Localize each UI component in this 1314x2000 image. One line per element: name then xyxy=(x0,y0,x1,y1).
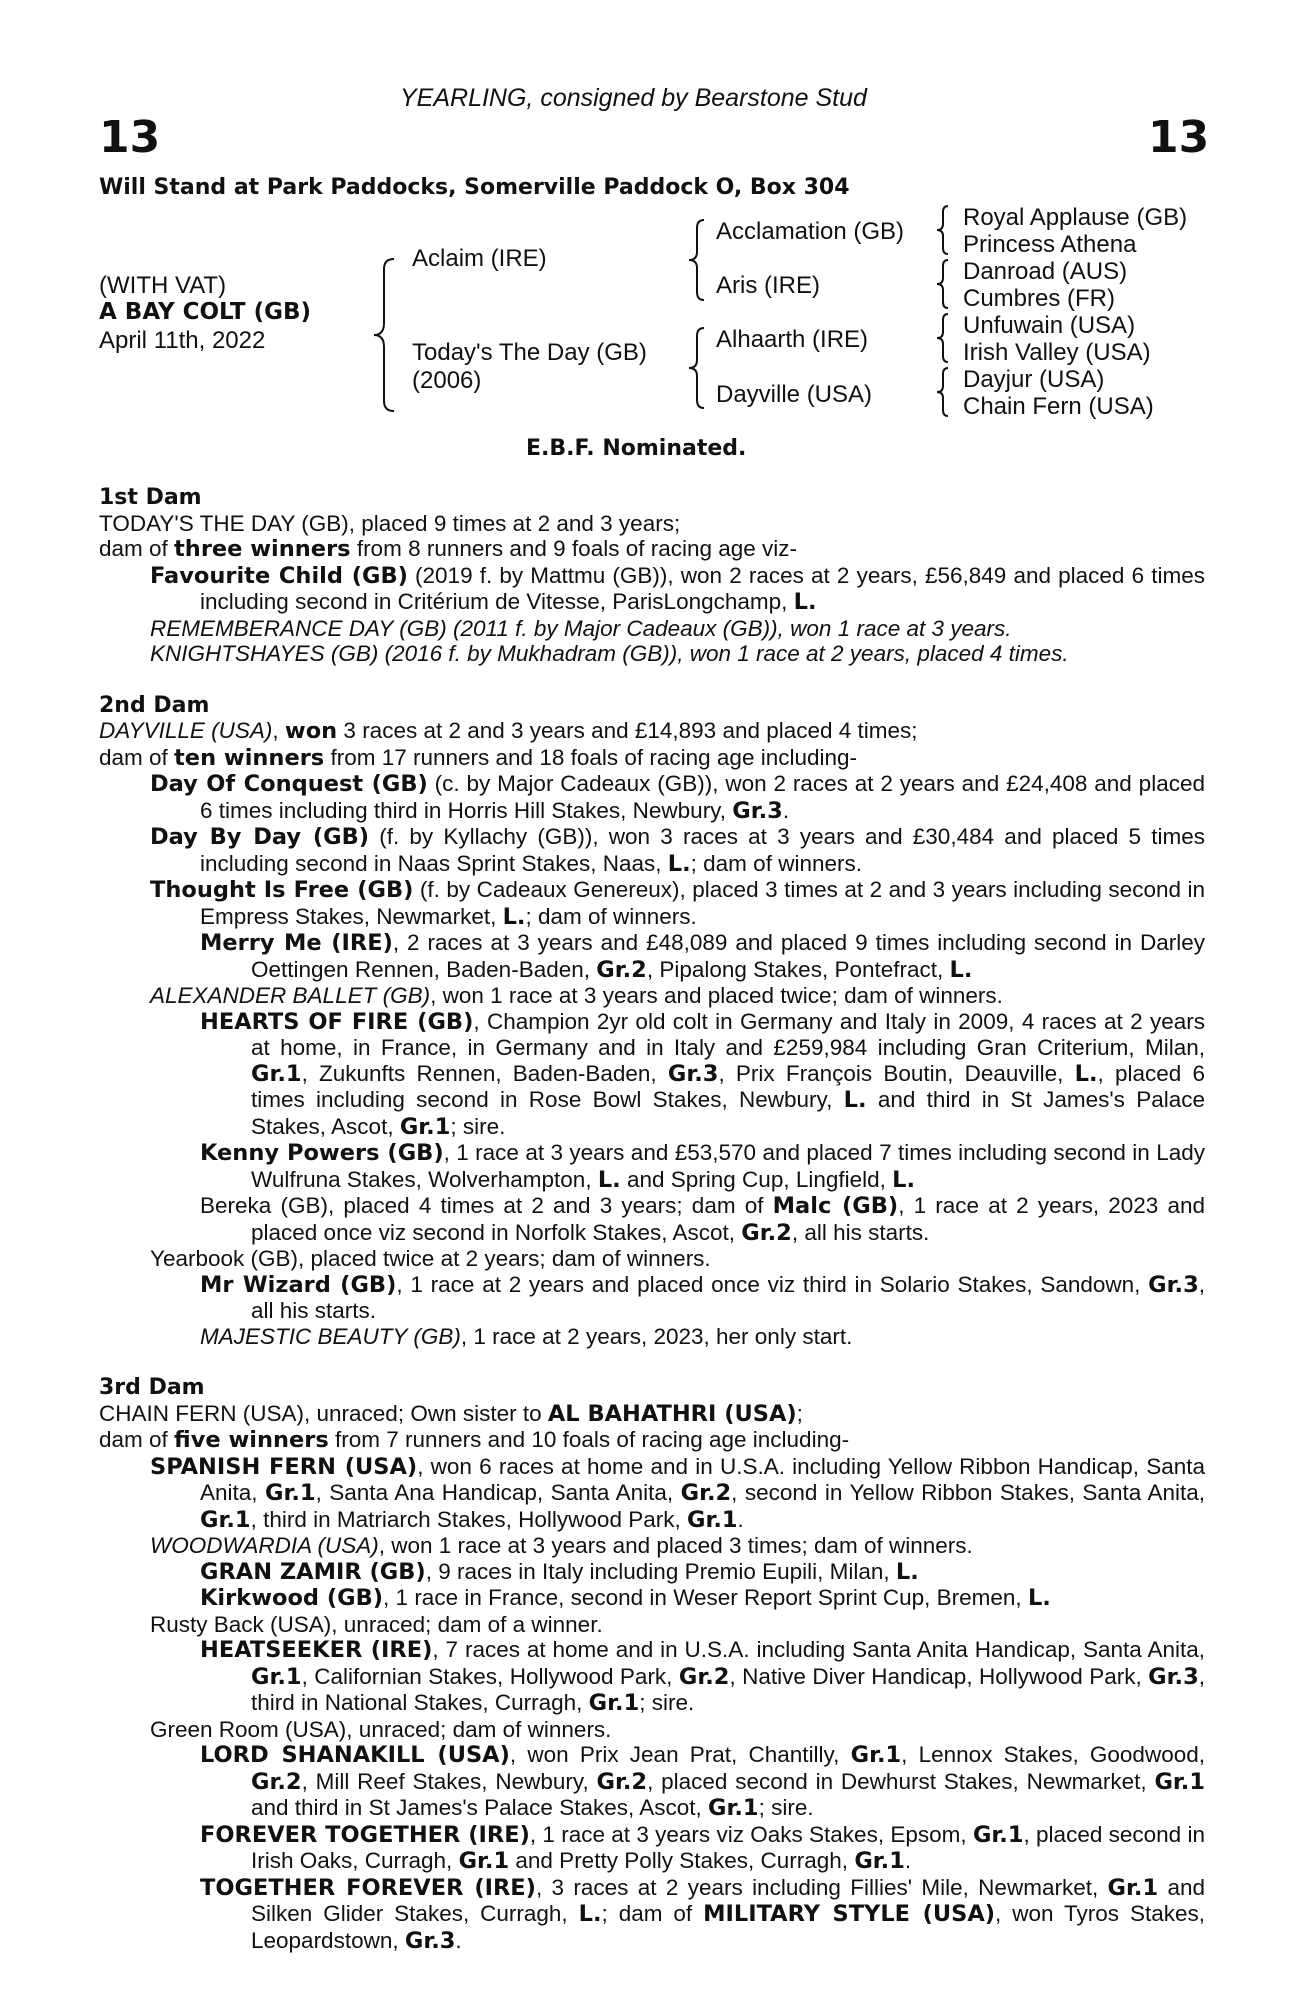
produce-entry: Kirkwood (GB), 1 race in France, second in Weser Report Sprint Cup, Bremen, L. xyxy=(200,1585,1051,1611)
lot-title: A BAY COLT (GB) xyxy=(99,299,312,325)
dam-produce-summary: dam of five winners from 7 runners and 10 foals of racing age including- xyxy=(99,1427,850,1453)
ggp-brace-2 xyxy=(934,258,952,310)
section-heading: 3rd Dam xyxy=(99,1375,205,1400)
produce-entry: Day By Day (GB) (f. by Kyllachy (GB)), won 3 races at 3 years and £30,484 and placed 5 times including second in Naas Sprint Stakes, Naas, L.; dam of winners. xyxy=(150,824,1206,877)
great-grandparent-7: Dayjur (USA) xyxy=(963,366,1105,393)
section-heading: 2nd Dam xyxy=(99,692,210,718)
sire: Aclaim (IRE) xyxy=(412,245,547,272)
produce-entry: Bereka (GB), placed 4 times at 2 and 3 years; dam of Malc (GB), 1 race at 2 years, 2023 and placed once viz second in Norfolk Stakes, Ascot, Gr.2, all his starts. xyxy=(200,1193,1206,1246)
produce-entry: REMEMBERANCE DAY (GB) (2011 f. by Major Cadeaux (GB)), won 1 race at 3 years. xyxy=(150,615,1012,641)
great-grandparent-6: Irish Valley (USA) xyxy=(963,339,1151,366)
produce-entry: Day Of Conquest (GB) (c. by Major Cadeaux (GB)), won 2 races at 2 years and £24,408 and placed 6 times including third in Horris Hill Stakes, Newbury, Gr.3. xyxy=(150,771,1205,824)
produce-entry: ALEXANDER BALLET (GB), won 1 race at 3 years and placed twice; dam of winners. xyxy=(150,983,1003,1008)
dam-sire: Alhaarth (IRE) xyxy=(716,326,869,353)
dam-year: (2006) xyxy=(412,367,482,394)
ebf-nominated: E.B.F. Nominated. xyxy=(526,436,747,461)
first-dam-section xyxy=(99,485,1205,667)
consignment-line: YEARLING, consigned by Bearstone Stud xyxy=(400,84,867,112)
lot-number-left: 13 xyxy=(99,112,161,163)
dam-summary: TODAY'S THE DAY (GB), placed 9 times at 2 and 3 years; xyxy=(99,510,681,536)
produce-entry: SPANISH FERN (USA), won 6 races at home and in U.S.A. including Yellow Ribbon Handicap, Santa Anita, Gr.1, Santa Ana Handicap, Santa Anita, Gr.2, second in Yellow Ribbon Stakes, Santa Anita, Gr.1, third in Matriarch Stakes, Hollywood Park, Gr.1. xyxy=(150,1453,1205,1533)
second-dam-section xyxy=(99,693,1205,1350)
produce-entry: HEATSEEKER (IRE), 7 races at home and in U.S.A. including Santa Anita Handicap, Santa Anita, Gr.1, Californian Stakes, Hollywood Park, Gr.2, Native Diver Handicap, Hollywood Park, Gr.3, third in National Stakes, Curragh, Gr.1; sire. xyxy=(200,1637,1205,1716)
dam-line-brace xyxy=(686,326,708,410)
produce-entry: Yearbook (GB), placed twice at 2 years; dam of winners. xyxy=(150,1246,711,1271)
great-grandparent-1: Royal Applause (GB) xyxy=(963,204,1188,231)
lot-number-right: 13 xyxy=(1148,112,1210,163)
dam-summary: DAYVILLE (USA), won 3 races at 2 and 3 years and £14,893 and placed 4 times; xyxy=(99,718,918,744)
produce-entry: TOGETHER FOREVER (IRE), 3 races at 2 years including Fillies' Mile, Newmarket, Gr.1 and Silken Glider Stakes, Curragh, L.; dam of MILITARY STYLE (USA), won Tyros Stakes, Leopardstown, Gr.3. xyxy=(200,1874,1206,1954)
pedigree-body xyxy=(99,485,1205,1980)
dam-summary: CHAIN FERN (USA), unraced; Own sister to AL BAHATHRI (USA); xyxy=(99,1400,803,1427)
ggp-brace-4 xyxy=(934,366,952,418)
great-grandparent-4: Cumbres (FR) xyxy=(963,285,1116,312)
produce-entry: MAJESTIC BEAUTY (GB), 1 race at 2 years, 2023, her only start. xyxy=(200,1323,853,1349)
sire-line-brace xyxy=(686,218,708,302)
great-grandparent-3: Danroad (AUS) xyxy=(963,258,1128,285)
produce-entry: Merry Me (IRE), 2 races at 3 years and £48,089 and placed 9 times including second in Darley Oettingen Rennen, Baden-Baden, Gr.2, Pipalong Stakes, Pontefract, L. xyxy=(200,930,1205,983)
produce-entry: Kenny Powers (GB), 1 race at 3 years and £53,570 and placed 7 times including second in Lady Wulfruna Stakes, Wolverhampton, L. and Spring Cup, Lingfield, L. xyxy=(200,1140,1205,1193)
sire-dam: Aris (IRE) xyxy=(716,272,820,299)
produce-entry: FOREVER TOGETHER (IRE), 1 race at 3 years viz Oaks Stakes, Epsom, Gr.1, placed second in Irish Oaks, Curragh, Gr.1 and Pretty Polly Stakes, Curragh, Gr.1. xyxy=(200,1821,1205,1874)
great-grandparent-2: Princess Athena xyxy=(963,231,1137,258)
stand-location: Will Stand at Park Paddocks, Somerville Paddock O, Box 304 xyxy=(99,175,850,200)
foaling-date: April 11th, 2022 xyxy=(99,327,266,354)
great-grandparent-8: Chain Fern (USA) xyxy=(963,393,1154,420)
produce-entry: HEARTS OF FIRE (GB), Champion 2yr old colt in Germany and Italy in 2009, 4 races at 2 years at home, in France, in Germany and in Italy and £259,984 including Gran Criterium, Milan, Gr.1, Zukunfts Rennen, Baden-Baden, Gr.3, Prix François Boutin, Deauville, L., placed 6 times including second in Rose Bowl Stakes, Newbury, L. and third in St James's Palace Stakes, Ascot, Gr.1; sire. xyxy=(200,1008,1206,1140)
produce-entry: Mr Wizard (GB), 1 race at 2 years and placed once viz third in Solario Stakes, Sandown, Gr.3, all his starts. xyxy=(200,1271,1205,1323)
produce-entry: Green Room (USA), unraced; dam of winners. xyxy=(150,1716,612,1742)
produce-entry: LORD SHANAKILL (USA), won Prix Jean Prat, Chantilly, Gr.1, Lennox Stakes, Goodwood, Gr.2, Mill Reef Stakes, Newbury, Gr.2, placed second in Dewhurst Stakes, Newmarket, Gr.1 and third in St James's Palace Stakes, Ascot, Gr.1; sire. xyxy=(200,1742,1205,1821)
third-dam-section xyxy=(99,1375,1205,1954)
dam-dam: Dayville (USA) xyxy=(716,381,873,408)
ggp-brace-3 xyxy=(934,312,952,364)
produce-entry: WOODWARDIA (USA), won 1 race at 3 years and placed 3 times; dam of winners. xyxy=(150,1533,973,1558)
vat-label: (WITH VAT) xyxy=(99,272,227,299)
dam-produce-summary: dam of three winners from 8 runners and 9 foals of racing age viz- xyxy=(99,536,798,562)
section-heading: 1st Dam xyxy=(99,485,202,510)
dam: Today's The Day (GB) xyxy=(412,339,647,366)
produce-entry: Favourite Child (GB) (2019 f. by Mattmu (GB)), won 2 races at 2 years, £56,849 and placed 6 times including second in Critérium de Vitesse, ParisLongchamp, L. xyxy=(150,562,1205,615)
sire-sire: Acclamation (GB) xyxy=(716,218,905,245)
ggp-brace-1 xyxy=(934,204,952,256)
sire-dam-brace xyxy=(370,255,400,415)
produce-entry: Rusty Back (USA), unraced; dam of a winner. xyxy=(150,1611,603,1637)
great-grandparent-5: Unfuwain (USA) xyxy=(963,312,1136,339)
produce-entry: KNIGHTSHAYES (GB) (2016 f. by Mukhadram (GB)), won 1 race at 2 years, placed 4 times. xyxy=(150,641,1069,666)
produce-entry: GRAN ZAMIR (GB), 9 races in Italy including Premio Eupili, Milan, L. xyxy=(200,1558,919,1585)
produce-entry: Thought Is Free (GB) (f. by Cadeaux Genereux), placed 3 times at 2 and 3 years including second in Empress Stakes, Newmarket, L.; dam of winners. xyxy=(150,877,1205,930)
dam-produce-summary: dam of ten winners from 17 runners and 18 foals of racing age including- xyxy=(99,744,858,771)
